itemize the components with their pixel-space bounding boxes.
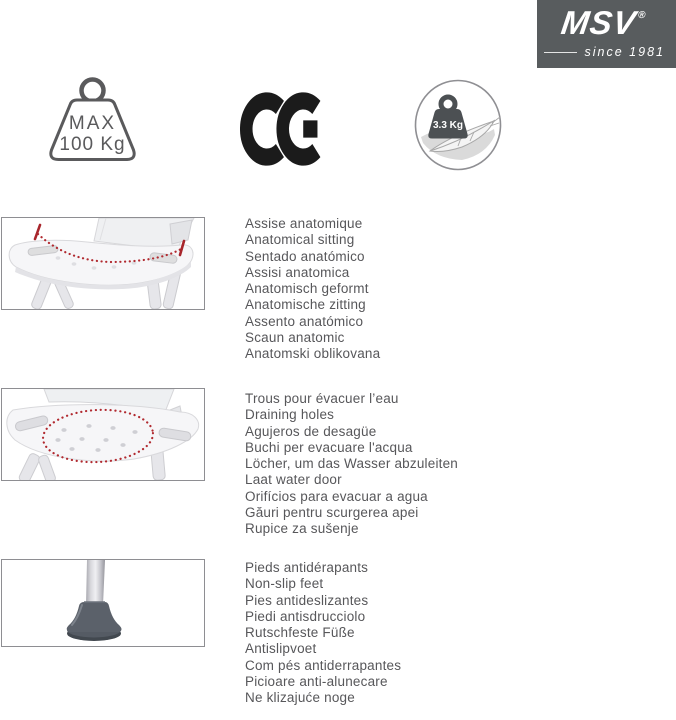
brand-tagline-row [544, 45, 665, 59]
rubber-foot-tip [67, 602, 122, 632]
non-slip-foot-illustration [2, 560, 204, 646]
feature-line: Anatomical sitting [245, 232, 355, 248]
non-slip-foot-photo [1, 559, 205, 647]
draining-holes-photo [1, 388, 205, 481]
feature-line: Non-slip feet [245, 576, 324, 592]
max-weight-value: 100 Kg [59, 134, 126, 155]
anatomical-seat-photo [1, 217, 205, 310]
brand-name: MSV [559, 4, 639, 41]
feature-line: Assisi anatomica [245, 264, 350, 280]
lightweight-icon [414, 79, 502, 171]
feature-list-non-slip [245, 560, 401, 707]
msv-logo [537, 0, 676, 68]
ce-mark-icon [240, 90, 330, 168]
feature-list-anatomical [245, 216, 380, 363]
max-weight-label: MAX [68, 113, 117, 134]
brand-tagline: since 1981 [584, 45, 665, 59]
tagline-rule [544, 52, 577, 53]
feature-line: Pieds antidérapants [245, 560, 369, 575]
feature-line: Orifícios para evacuar a agua [245, 488, 428, 504]
feature-line: Anatomische zitting [245, 297, 366, 313]
ce-mark-label [0, 0, 1, 1]
feature-line: Buchi per evacuare l'acqua [245, 439, 413, 455]
feature-line: Scaun anatomic [245, 330, 345, 346]
feature-line: Găuri pentru scurgerea apei [245, 505, 419, 521]
feature-line: Pies antideslizantes [245, 592, 369, 608]
feature-line: Rupice za sušenje [245, 521, 359, 537]
registered-trademark-symbol: ® [637, 10, 648, 21]
lightweight-value: 3.3 Kg [432, 120, 464, 131]
feature-line: Draining holes [245, 407, 335, 423]
feature-line: Picioare anti-alunecare [245, 674, 388, 690]
feature-line: Rutschfeste Füße [245, 625, 355, 641]
feature-line: Antislipvoet [245, 641, 317, 657]
feature-line: Piedi antisdrucciolo [245, 608, 366, 624]
feature-line: Agujeros de desagüe [245, 423, 377, 439]
anatomical-seat-illustration [2, 218, 204, 309]
aluminum-leg-tube [86, 560, 105, 605]
feature-line: Assento anatómico [245, 313, 364, 329]
feature-line: Assise anatomique [245, 216, 363, 231]
feature-line: Ne klizajuće noge [245, 690, 355, 706]
feature-line: Anatomski oblikovana [245, 346, 381, 362]
feature-line: Löcher, um das Wasser abzuleiten [245, 456, 459, 472]
msv-wordmark [534, 4, 672, 42]
feature-line: Laat water door [245, 472, 342, 488]
feature-line: Com pés antiderrapantes [245, 657, 402, 673]
feature-line: Sentado anatómico [245, 248, 365, 264]
max-weight-icon [40, 74, 145, 166]
feature-line: Anatomisch geformt [245, 281, 369, 297]
draining-holes-illustration [2, 389, 204, 480]
curve-tick-left [35, 225, 40, 239]
feature-line: Trous pour évacuer l’eau [245, 391, 399, 406]
feature-list-draining [245, 391, 458, 538]
